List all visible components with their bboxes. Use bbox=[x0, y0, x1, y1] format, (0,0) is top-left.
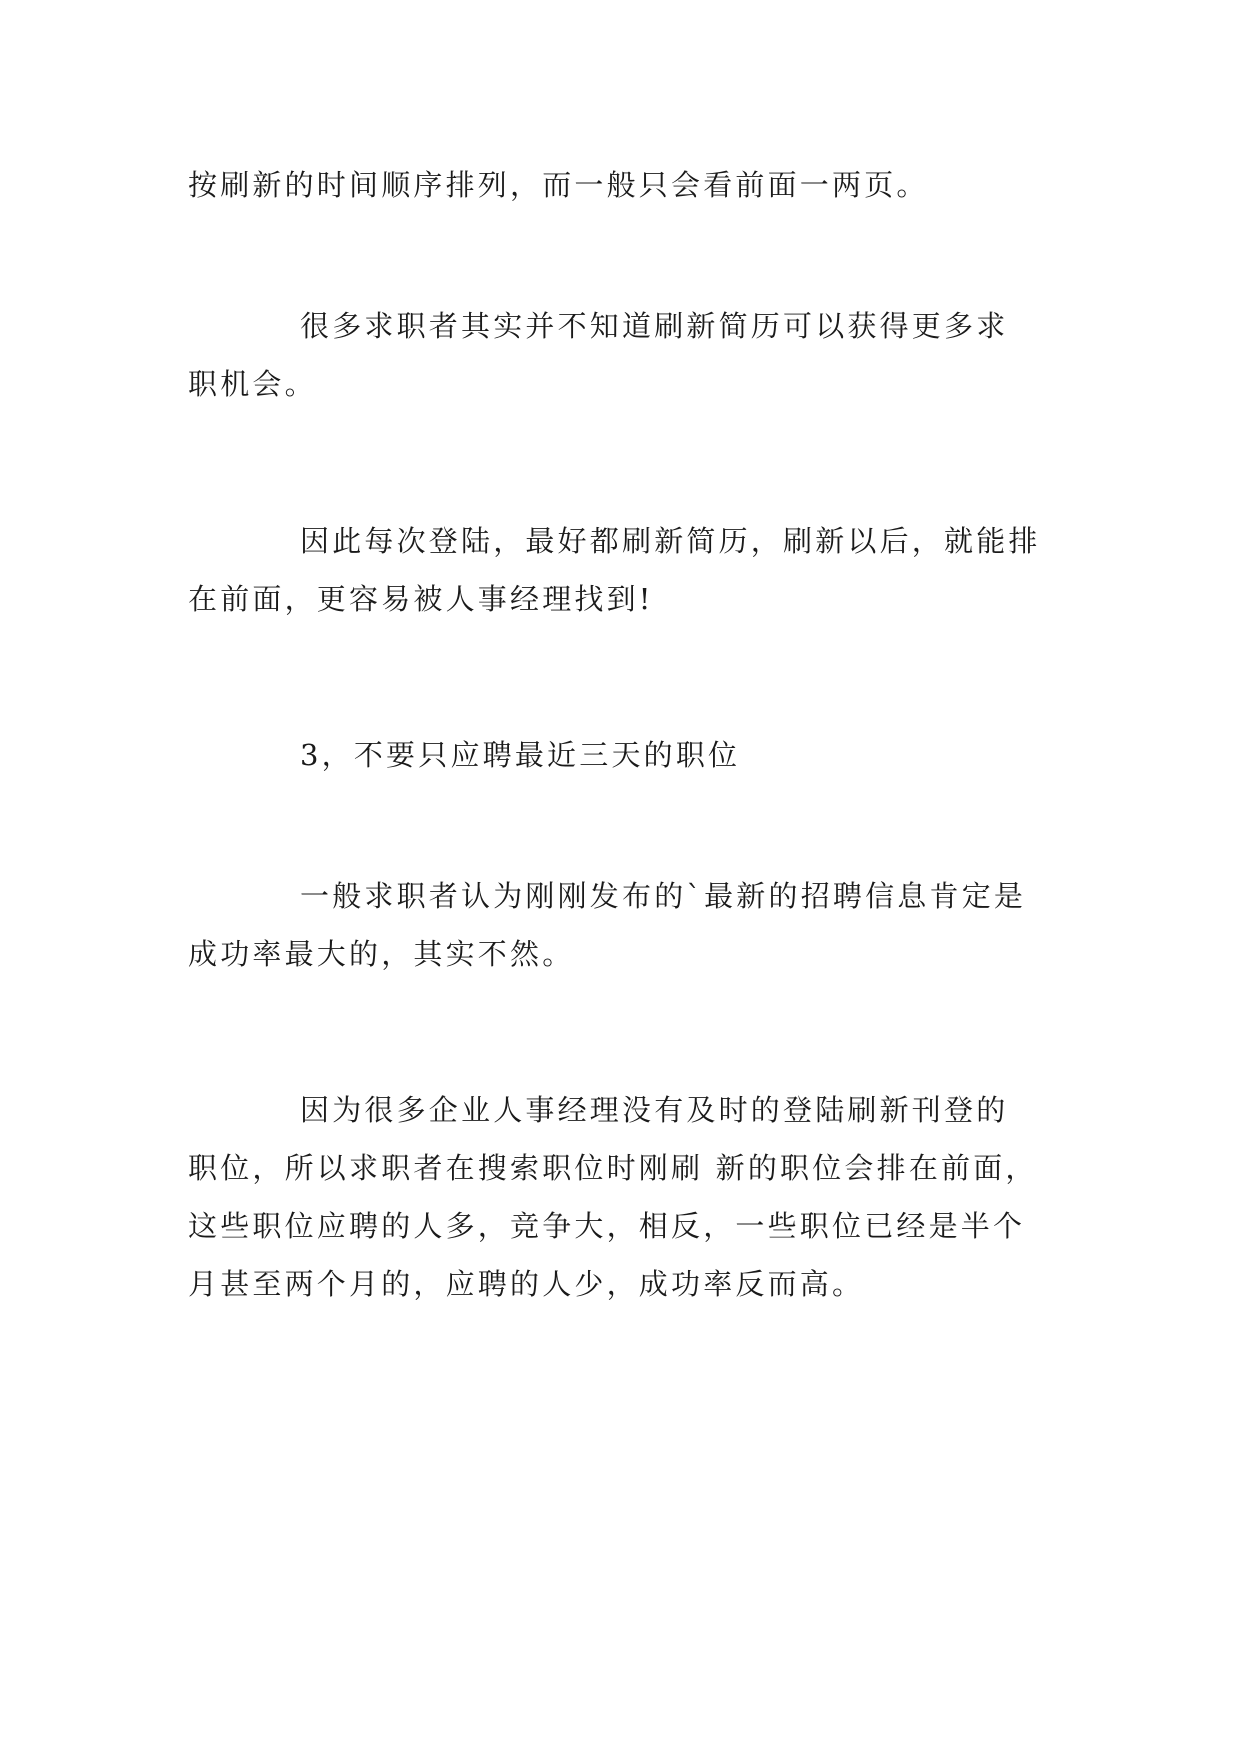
paragraph-line: 职位，所以求职者在搜索职位时刚刷 新的职位会排在前面， bbox=[188, 1151, 1038, 1185]
paragraph-line: 因为很多企业人事经理没有及时的登陆刷新刊登的 bbox=[300, 1093, 1009, 1127]
paragraph-1 bbox=[188, 156, 1068, 214]
paragraph-line: 很多求职者其实并不知道刷新简历可以获得更多求 bbox=[300, 309, 1009, 343]
section-heading bbox=[188, 726, 1068, 784]
paragraph-line: 月甚至两个月的，应聘的人少，成功率反而高。 bbox=[188, 1267, 865, 1301]
paragraph-line: 在前面，更容易被人事经理找到! bbox=[188, 582, 654, 616]
paragraph-line: 这些职位应聘的人多，竞争大，相反，一些职位已经是半个 bbox=[188, 1209, 1026, 1243]
paragraph-line: 按刷新的时间顺序排列，而一般只会看前面一两页。 bbox=[188, 168, 929, 202]
paragraph-line: 职机会。 bbox=[188, 367, 317, 401]
paragraph-line: 成功率最大的，其实不然。 bbox=[188, 937, 575, 971]
paragraph-2 bbox=[188, 297, 1068, 413]
paragraph-3 bbox=[188, 512, 1068, 628]
paragraph-6 bbox=[188, 1081, 1068, 1313]
paragraph-5 bbox=[188, 867, 1068, 983]
paragraph-line: 一般求职者认为刚刚发布的`最新的招聘信息肯定是 bbox=[300, 879, 1027, 913]
heading-line: 3，不要只应聘最近三天的职位 bbox=[300, 738, 741, 772]
paragraph-line: 因此每次登陆，最好都刷新简历，刷新以后，就能排 bbox=[300, 524, 1041, 558]
